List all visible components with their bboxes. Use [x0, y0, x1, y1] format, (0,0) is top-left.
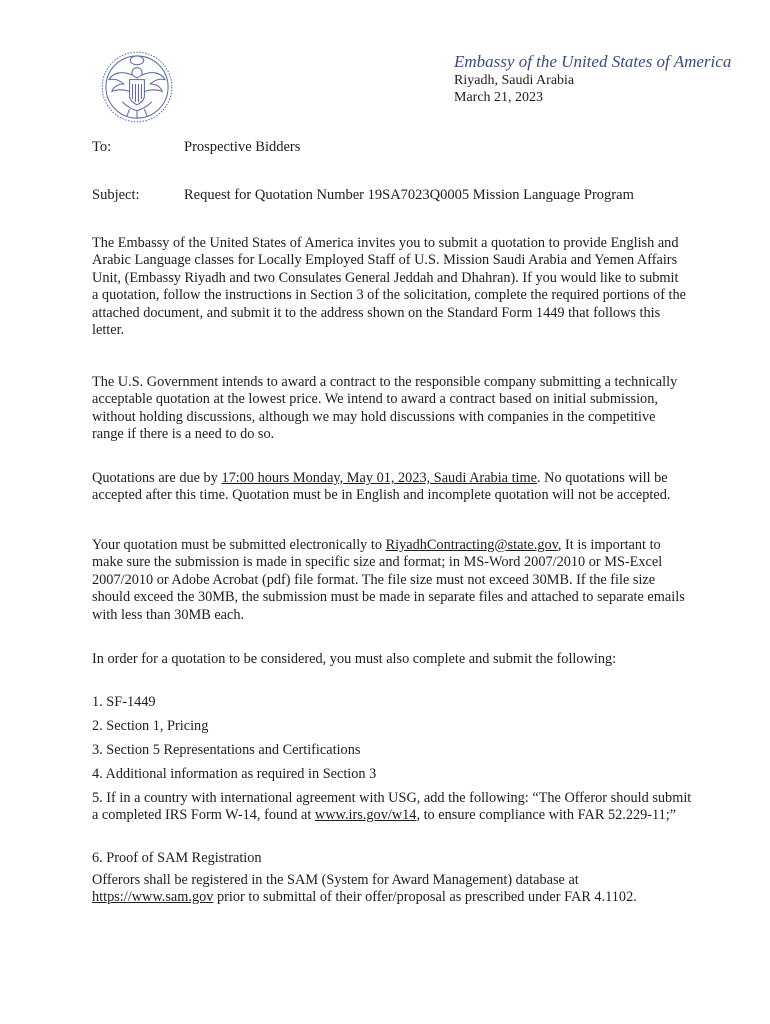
to-label: To:: [92, 139, 112, 155]
contracting-email-link[interactable]: RiyadhContracting@state.gov: [385, 537, 558, 553]
paragraph-award: [92, 374, 688, 444]
embassy-name: Embassy of the United States of America: [454, 52, 732, 71]
sam-gov-link[interactable]: https://www.sam.gov: [92, 889, 214, 906]
letterhead: [454, 52, 754, 106]
submission-intro: Your quotation must be submitted electronically to: [92, 537, 386, 553]
to-row: [92, 138, 300, 156]
embassy-city: Riyadh, Saudi Arabia: [454, 73, 575, 88]
paragraph-invitation-text: The Embassy of the United States of America invites you to submit a quotation to provide English and Arabic Language classes for Locally Employed Staff of U.S. Mission Saudi Arabia and Yemen Affairs Unit, (Embassy Riyadh and two Consulates General Jeddah and Dhahran). If you would like to submit a quotation, follow the instructions in Section 3 of the solicitation, complete the required portions of the attached document, and submit it to the address shown on the Standard Form 1449 that follows this letter.: [92, 235, 686, 339]
irs-w14-link[interactable]: www.irs.gov/w14: [314, 807, 417, 824]
letter-date: March 21, 2023: [454, 90, 544, 105]
paragraph-requirements: [92, 651, 688, 668]
sam-rest: prior to submittal of their offer/proposal as prescribed under FAR 4.1102.: [213, 889, 637, 906]
list-item: 2. Section 1, Pricing: [92, 718, 209, 734]
paragraph-award-text: The U.S. Government intends to award a contract to the responsible company submitting a technically acceptable quotation at the lowest price. We intend to award a contract based on initial submission, without holding discussions, although we may hold discussions with companies in the competitive range if there is a need to do so.: [92, 374, 678, 443]
sam-paragraph: [92, 872, 692, 907]
subject-row: [92, 186, 634, 204]
irs-intro: 5. If in a country with international agreement with USG, add the following: “The Offeror should submit a completed IRS Form W-14, found at: [92, 790, 692, 824]
due-date-time: 17:00 hours Monday, May 01, 2023, Saudi Arabia time: [221, 470, 537, 486]
list-item: 3. Section 5 Representations and Certifications: [92, 742, 361, 758]
list-item: 1. SF-1449: [92, 694, 156, 710]
paragraph-due-date: [92, 470, 688, 505]
to-value: Prospective Bidders: [184, 139, 301, 155]
irs-rest: , to ensure compliance with FAR 52.229-11;”: [416, 807, 677, 824]
subject-value: Request for Quotation Number 19SA7023Q0005 Mission Language Program: [184, 187, 634, 203]
due-intro: Quotations are due by: [92, 470, 222, 486]
submission-rest: , It is important to make sure the submission is made in specific size and format; in MS-Word 2007/2010 or MS-Excel 2007/2010 or Adobe Acrobat (pdf) file format. The file size must not exceed 30MB. If the file size should exceed the 30MB, the submission must be made in separate files and attached to separate emails with less than 30MB each.: [92, 537, 685, 623]
subject-label: Subject:: [92, 187, 140, 203]
list-item: 4. Additional information as required in Section 3: [92, 766, 377, 782]
list-item: [92, 790, 692, 825]
list-item: 6. Proof of SAM Registration: [92, 850, 262, 866]
great-seal-eagle-icon: [100, 50, 174, 124]
sam-intro: Offerors shall be registered in the SAM (System for Award Management) database at: [92, 872, 579, 888]
requirements-text: In order for a quotation to be considered, you must also complete and submit the following:: [92, 651, 617, 667]
due-rest: . No quotations will be accepted after this time. Quotation must be in English and incomplete quotation will not be accepted.: [92, 470, 671, 504]
paragraph-submission: [92, 537, 688, 624]
paragraph-invitation: [92, 235, 688, 339]
